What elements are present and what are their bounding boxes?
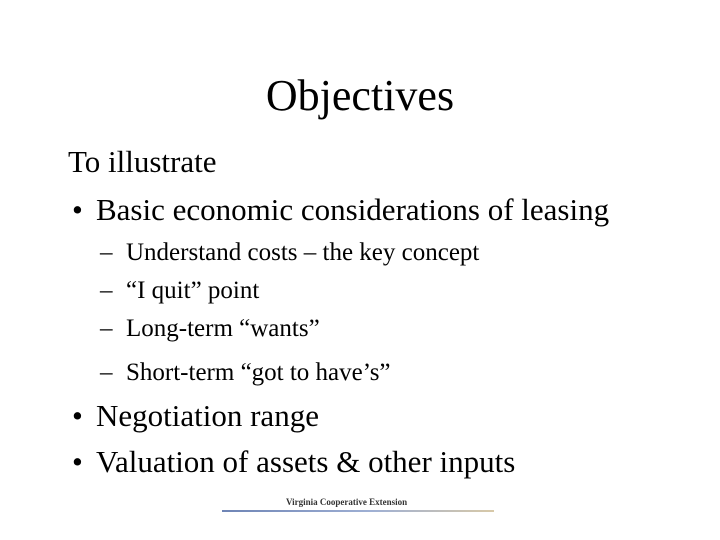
sub-item: [100, 236, 479, 270]
sub-item: [100, 356, 391, 390]
sub-dash: –: [100, 277, 113, 304]
bullet-mark: •: [72, 192, 83, 227]
bullet-text: Basic economic considerations of leasing: [96, 192, 610, 227]
sub-item: [100, 312, 320, 346]
bullet-item: [72, 442, 515, 482]
sub-item: [100, 274, 259, 308]
bullet-mark: •: [72, 398, 83, 433]
bullet-text: Negotiation range: [96, 398, 319, 433]
footer-logo-text: Virginia Cooperative Extension: [286, 497, 408, 507]
sub-text: “I quit” point: [126, 277, 260, 304]
sub-dash: –: [100, 239, 113, 266]
sub-dash: –: [100, 359, 113, 386]
intro-text: To illustrate: [68, 144, 217, 179]
sub-dash: –: [100, 315, 113, 342]
bullet-mark: •: [72, 444, 83, 479]
bullet-text: Valuation of assets & other inputs: [96, 444, 516, 479]
sub-text: Understand costs – the key concept: [126, 239, 480, 266]
sub-text: Short-term “got to have’s”: [126, 359, 391, 386]
slide-title: Objectives: [265, 71, 455, 120]
bullet-item: [72, 190, 609, 230]
footer-divider: [222, 510, 494, 512]
footer-logo: [222, 496, 494, 514]
bullet-item: [72, 396, 319, 436]
sub-text: Long-term “wants”: [126, 315, 320, 342]
